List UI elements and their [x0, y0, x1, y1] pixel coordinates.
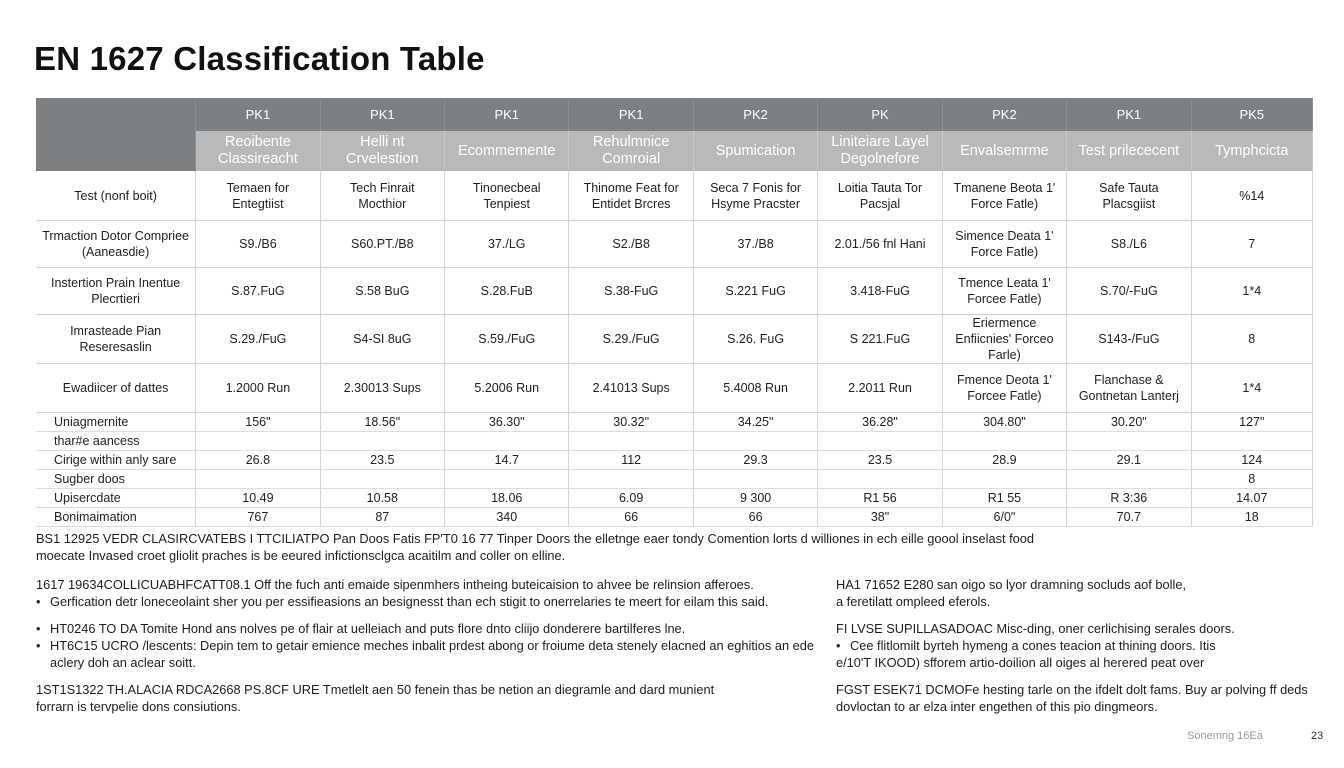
row-label: Trmaction Dotor Compriee (Aaneasdie)	[36, 221, 196, 268]
table-cell: S8./L6	[1067, 221, 1191, 268]
table-cell: S143-/FuG	[1067, 315, 1191, 364]
table-cell: 36.30"	[445, 413, 569, 432]
table-cell: S.58 BuG	[320, 268, 444, 315]
header-sub-cell: Tymphcicta	[1191, 131, 1312, 171]
table-cell	[569, 470, 693, 489]
table-cell: S.26. FuG	[693, 315, 817, 364]
table-cell: Tmanene Beota 1' Force Fatle)	[942, 171, 1066, 221]
table-cell: S.221 FuG	[693, 268, 817, 315]
header-top-cell: PK1	[1067, 98, 1191, 131]
note-lead: 1617 19634COLLICUABHFCATT08.1 Off the fuch anti emaide sipenmhers intheing buteicaision to ahvee be relinsion afferoes.	[36, 577, 754, 592]
header-sub-cell: Test prilececent	[1067, 131, 1191, 171]
table-cell: 34.25"	[693, 413, 817, 432]
header-sub-cell: Liniteiare Layel Degolnefore	[818, 131, 942, 171]
table-cell: S.59./FuG	[445, 315, 569, 364]
table-row	[36, 221, 1313, 268]
header-top-cell: PK1	[196, 98, 320, 131]
header-top-cell: PK1	[445, 98, 569, 131]
table-row	[36, 489, 1313, 508]
table-cell: 14.07	[1191, 489, 1312, 508]
table-cell: 340	[445, 508, 569, 527]
table-cell	[569, 432, 693, 451]
table-cell: S4-SI 8uG	[320, 315, 444, 364]
table-cell	[1191, 432, 1312, 451]
row-label: Uniagmernite	[36, 413, 196, 432]
table-cell: 2.41013 Sups	[569, 364, 693, 413]
table-cell: 23.5	[818, 451, 942, 470]
header-sub-cell: Helli nt Crvelestion	[320, 131, 444, 171]
table-cell: S.70/-FuG	[1067, 268, 1191, 315]
table-cell	[942, 432, 1066, 451]
note-bullet	[36, 593, 816, 610]
table-cell: 112	[569, 451, 693, 470]
table-cell: 6.09	[569, 489, 693, 508]
table-cell: 66	[693, 508, 817, 527]
table-cell: 2.30013 Sups	[320, 364, 444, 413]
table-cell	[445, 432, 569, 451]
note-lead: FI LVSE SUPILLASADOAC Misc-ding, oner cerlichising serales doors.	[836, 621, 1235, 636]
table-body	[36, 171, 1313, 527]
header-row-sub	[36, 131, 1313, 171]
table-cell: %14	[1191, 171, 1312, 221]
table-cell: Fmence Deota 1' Forcee Fatle)	[942, 364, 1066, 413]
header-sub-cell: Rehulmnice Comroial	[569, 131, 693, 171]
table-cell: 18.56"	[320, 413, 444, 432]
row-label: Sugber doos	[36, 470, 196, 489]
bullet-icon: •	[36, 621, 41, 636]
table-cell: Thinome Feat for Entidet Brcres	[569, 171, 693, 221]
header-sub-cell: Envalsemrme	[942, 131, 1066, 171]
table-cell: 18	[1191, 508, 1312, 527]
note-bullet	[36, 620, 816, 637]
table-cell: 30.32"	[569, 413, 693, 432]
note-tail: e/10'T IKOOD) sfforem artio-doilion all oiges al herered peat over	[836, 655, 1205, 670]
table-cell	[942, 470, 1066, 489]
table-cell: S.38-FuG	[569, 268, 693, 315]
table-cell: S.29./FuG	[569, 315, 693, 364]
table-cell: R1 56	[818, 489, 942, 508]
row-label: thar#e aancess	[36, 432, 196, 451]
table-cell: 124	[1191, 451, 1312, 470]
bullet-text: Cee flitlomilt byrteh hymeng a cones teacion at thining doors. Itis	[850, 638, 1216, 653]
table-cell	[320, 432, 444, 451]
note-lead: HA1 71652 E280 san oigo so lyor dramning socluds aof bolle,	[836, 577, 1187, 592]
table-cell: Loitia Tauta Tor Pacsjal	[818, 171, 942, 221]
table-cell: 156"	[196, 413, 320, 432]
bullet-text: HT0246 TO DA Tomite Hond ans nolves pe of flair at uelleiach and puts flore dnto cliijo donderere bartilferes lne.	[50, 621, 686, 636]
table-cell: 304.80"	[942, 413, 1066, 432]
table-cell: 36.28"	[818, 413, 942, 432]
table-cell: 29.3	[693, 451, 817, 470]
bullet-icon: •	[836, 638, 841, 653]
table-cell: Eriermence Enfiicnies' Forceo Farle)	[942, 315, 1066, 364]
table-cell: Tinonecbeal Tenpiest	[445, 171, 569, 221]
table-row	[36, 470, 1313, 489]
table-cell: S9./B6	[196, 221, 320, 268]
header-top-cell: PK5	[1191, 98, 1312, 131]
table-cell: 8	[1191, 315, 1312, 364]
page-number: 23	[1311, 730, 1324, 742]
note-line: moecate Invased croet gliolit praches is be eeured infictionsclgca acaitilm and coller on elline.	[36, 548, 566, 563]
header-sub-cell: Spumication	[693, 131, 817, 171]
table-cell: S 221.FuG	[818, 315, 942, 364]
table-cell: 8	[1191, 470, 1312, 489]
note-tail: forrarn is tervpelie dons consiutions.	[36, 699, 241, 714]
table-cell: R1 55	[942, 489, 1066, 508]
footer-label: Sonemng 16Ea	[1187, 730, 1263, 742]
header-sub-cell: Ecommemente	[445, 131, 569, 171]
table-cell: 5.4008 Run	[693, 364, 817, 413]
page-title: EN 1627 Classification Table	[34, 40, 485, 77]
header-top-cell: PK2	[693, 98, 817, 131]
table-cell	[1067, 470, 1191, 489]
note-line: BS1 12925 VEDR CLASIRCVATEBS I TTCILIATPO Pan Doos Fatis FP'T0 16 77 Tinper Doors the elletnge eaer tondy Comention lorts d williones in ech eille goool inselast food	[36, 531, 1035, 546]
table-cell: 87	[320, 508, 444, 527]
row-label: Imrasteade Pian Reseresaslin	[36, 315, 196, 364]
table-cell: 10.58	[320, 489, 444, 508]
note-lead: 1ST1S1322 TH.ALACIA RDCA2668 PS.8CF URE Tmetlelt aen 50 fenein thas be netion an diegramle and dard munient	[36, 682, 715, 697]
table-cell	[818, 432, 942, 451]
header-row-top	[36, 98, 1313, 131]
table-cell: 26.8	[196, 451, 320, 470]
table-cell	[693, 432, 817, 451]
header-top-cell: PK2	[942, 98, 1066, 131]
table-cell: 28.9	[942, 451, 1066, 470]
table-cell: S2./B8	[569, 221, 693, 268]
row-label: Upisercdate	[36, 489, 196, 508]
table-cell: 37./B8	[693, 221, 817, 268]
note-bullet	[836, 637, 1326, 654]
table-row	[36, 364, 1313, 413]
table-cell: S.28.FuB	[445, 268, 569, 315]
table-cell: 18.06	[445, 489, 569, 508]
table-cell	[320, 470, 444, 489]
header-top-cell: PK1	[569, 98, 693, 131]
table-row	[36, 413, 1313, 432]
note-tail: dovloctan to ar elza inter engethen of this pio dingmeors.	[836, 699, 1158, 714]
table-cell: Flanchase & Gontnetan Lanterj	[1067, 364, 1191, 413]
table-cell: 2.2011 Run	[818, 364, 942, 413]
table-row	[36, 315, 1313, 364]
table-cell	[818, 470, 942, 489]
table-cell: Simence Deata 1' Force Fatle)	[942, 221, 1066, 268]
table-cell: 7	[1191, 221, 1312, 268]
row-label: Instertion Prain Inentue Plecrtieri	[36, 268, 196, 315]
table-cell: 127"	[1191, 413, 1312, 432]
table-cell: Tech Finrait Mocthior	[320, 171, 444, 221]
table-cell	[196, 432, 320, 451]
note-bullet	[36, 637, 816, 671]
notes-right-column	[836, 576, 1326, 725]
table-cell: 10.49	[196, 489, 320, 508]
bullet-icon: •	[36, 594, 41, 609]
note-tail: a feretilatt ompleed eferols.	[836, 594, 991, 609]
row-label: Cirige within anly sare	[36, 451, 196, 470]
table-cell: 37./LG	[445, 221, 569, 268]
table-cell: 6/0"	[942, 508, 1066, 527]
header-top-cell: PK1	[320, 98, 444, 131]
table-cell: S.87.FuG	[196, 268, 320, 315]
table-cell	[445, 470, 569, 489]
table-cell: 30.20"	[1067, 413, 1191, 432]
table-cell	[693, 470, 817, 489]
header-top-cell: PK	[818, 98, 942, 131]
table-cell: 9 300	[693, 489, 817, 508]
table-cell: 70.7	[1067, 508, 1191, 527]
table-cell: 1.2000 Run	[196, 364, 320, 413]
table-cell: R 3:36	[1067, 489, 1191, 508]
table-cell: 3.418-FuG	[818, 268, 942, 315]
table-cell: 1*4	[1191, 364, 1312, 413]
note-block	[836, 620, 1326, 671]
note-block	[36, 576, 816, 610]
table-cell	[196, 470, 320, 489]
table-cell: 66	[569, 508, 693, 527]
table-cell: 38"	[818, 508, 942, 527]
table-cell: 29.1	[1067, 451, 1191, 470]
table-row	[36, 268, 1313, 315]
table-cell: Safe Tauta Placsgiist	[1067, 171, 1191, 221]
table-cell: Seca 7 Fonis for Hsyme Pracster	[693, 171, 817, 221]
note-block	[36, 681, 816, 715]
table-row	[36, 171, 1313, 221]
table-cell: S.29./FuG	[196, 315, 320, 364]
header-corner	[36, 98, 196, 171]
header-sub-cell: Reoibente Classireacht	[196, 131, 320, 171]
note-block	[36, 620, 816, 671]
bullet-icon: •	[36, 638, 41, 653]
row-label: Ewadiicer of dattes	[36, 364, 196, 413]
table-cell: 767	[196, 508, 320, 527]
row-label: Bonimaimation	[36, 508, 196, 527]
table-cell	[1067, 432, 1191, 451]
table-row	[36, 451, 1313, 470]
row-label: Test (nonf boit)	[36, 171, 196, 221]
notes-left-column	[36, 576, 816, 725]
full-note	[36, 530, 1036, 564]
table-cell: S60.PT./B8	[320, 221, 444, 268]
table-cell: 5.2006 Run	[445, 364, 569, 413]
table-row	[36, 432, 1313, 451]
note-lead: FGST ESEK71 DCMOFe hesting tarle on the ifdelt dolt fams. Buy ar polving ff deds	[836, 682, 1308, 697]
table-cell: 1*4	[1191, 268, 1312, 315]
table-cell: 14.7	[445, 451, 569, 470]
table-cell: Tmence Leata 1' Forcee Fatle)	[942, 268, 1066, 315]
table-cell: 23.5	[320, 451, 444, 470]
classification-table	[36, 98, 1313, 527]
table-row	[36, 508, 1313, 527]
bullet-text: HT6C15 UCRO /lescents: Depin tem to getair emience meches inbalit prdest abong or froiume deta stenely elacned an eghitios an ede aclery doh an aclear soitt.	[50, 638, 814, 670]
note-block	[836, 681, 1326, 715]
bullet-text: Gerfication detr loneceolaint sher you per essifieasions an besignesst than ech stigit to onerrelaries te meert for eilam this said.	[50, 594, 769, 609]
note-block	[836, 576, 1326, 610]
table-cell: 2.01./56 fnl Hani	[818, 221, 942, 268]
table-cell: Temaen for Entegtiist	[196, 171, 320, 221]
